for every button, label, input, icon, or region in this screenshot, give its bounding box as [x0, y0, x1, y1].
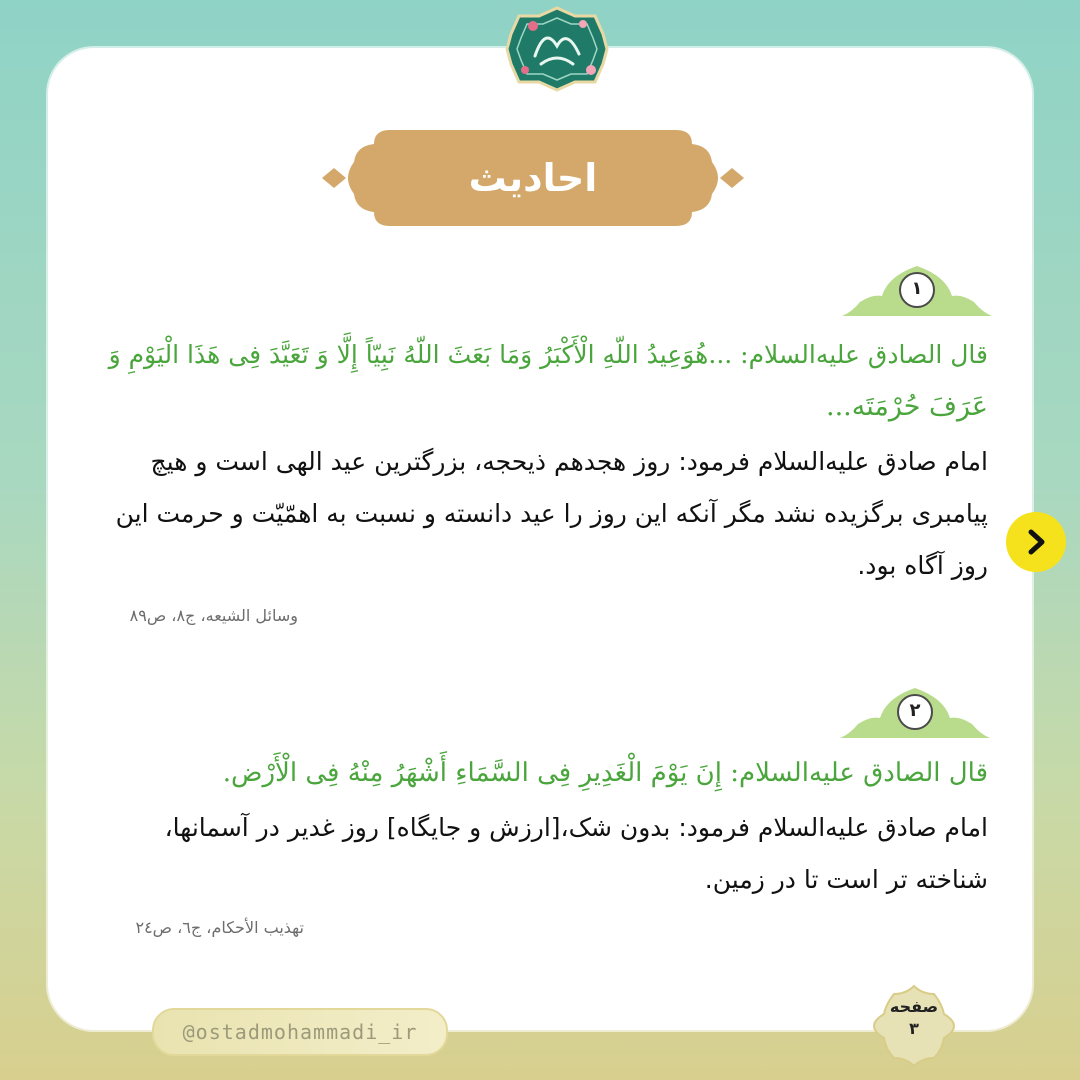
- chevron-right-icon: [1021, 527, 1051, 557]
- hadith-source: تهذیب الأحکام، ج٦، ص٢٤: [135, 918, 304, 937]
- social-handle: @ostadmohammadi_ir: [152, 1008, 448, 1056]
- next-page-button[interactable]: [1006, 512, 1066, 572]
- hadith-number: ۲: [909, 700, 921, 721]
- hadith-arabic-text: قال الصادق علیه‌السلام: إِنَ یَوْمَ الْغَدِیرِ فِی السَّمَاءِ أَشْهَرُ مِنْهُ فِی الْأَرْض.: [222, 758, 988, 788]
- hadith-arabic-text: عَرَفَ حُرْمَتَه...: [826, 391, 988, 422]
- page-number-value: ۳: [909, 1019, 919, 1038]
- page-number: [872, 996, 956, 1040]
- page-title: احادیث: [468, 156, 598, 200]
- hadith-number: ۱: [911, 278, 923, 299]
- page-label: صفحه: [889, 997, 939, 1016]
- hadith-persian-translation: امام صادق علیه‌السلام فرمود: روز هجدهم ذیحجه، بزرگترین عید الهی است و هیچ پیامبری برگزیده نشد مگر آنکه این روز را عید دانسته و نسبت به اهمّیّت و حرمت این روز آگاه بود.: [115, 447, 988, 580]
- hadith-source: وسائل الشیعه، ج۸، ص۸۹: [129, 606, 298, 625]
- hadith-arabic-text: قال الصادق علیه‌السلام: ...هُوَعِیدُ اللّهِ الْأَكْبَرُ وَمَا بَعَثَ اللّهُ نَبِیّاً إِلَّا وَ تَعَیَّدَ فِی هَذَا الْیَوْمِ وَ: [108, 340, 988, 369]
- eid-calligraphy-medallion-icon: [505, 6, 609, 92]
- hadith-persian-translation: امام صادق علیه‌السلام فرمود: بدون شک،[ارزش و جایگاه] روز غدیر در آسمانها، شناخته تر است تا در زمین.: [164, 813, 988, 894]
